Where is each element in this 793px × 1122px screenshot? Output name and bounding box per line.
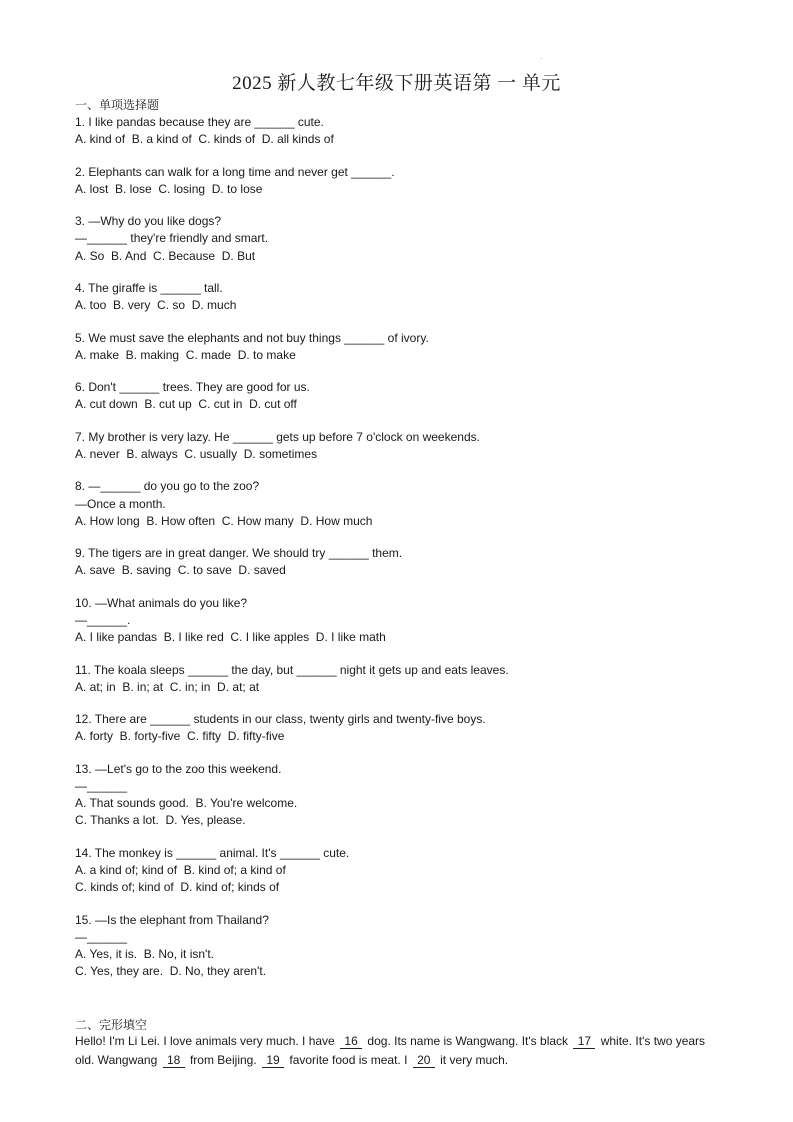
options-line: A. That sounds good. B. You're welcome. (75, 796, 298, 811)
question-stem: 15. —Is the elephant from Thailand? (75, 912, 269, 927)
question-item (75, 545, 735, 579)
cloze-text: favorite food is meat. I (289, 1052, 408, 1067)
options-line: A. a kind of; kind of B. kind of; a kind of (75, 862, 286, 877)
cloze-text: dog. Its name is Wangwang. It's black (367, 1034, 569, 1048)
question-stem: 11. The koala sleeps ______ the day, but ______ night it gets up and eats leaves. (75, 662, 509, 677)
question-item (75, 845, 735, 897)
options-line: C. Thanks a lot. D. Yes, please. (75, 813, 246, 828)
question-stem: 8. —______ do you go to the zoo? (75, 479, 260, 494)
cloze-passage (75, 1032, 720, 1069)
question-stem: 12. There are ______ students in our class, twenty girls and twenty-five boys. (75, 712, 486, 727)
question-stem: 10. —What animals do you like? (75, 595, 248, 610)
question-item (75, 595, 735, 647)
question-item (75, 379, 735, 413)
question-stem: 3. —Why do you like dogs? (75, 214, 222, 229)
options-line: A. never B. always C. usually D. sometimes (75, 446, 318, 461)
options-line: C. Yes, they are. D. No, they aren't. (75, 964, 267, 979)
question-item (75, 330, 735, 364)
question-stem: 9. The tigers are in great danger. We should try ______ them. (75, 546, 403, 561)
cloze-text: white. It's two years old. Wangwang (75, 1034, 706, 1067)
options-line: C. kinds of; kind of D. kind of; kinds of (75, 880, 280, 895)
question-item (75, 429, 735, 463)
options-line: A. lost B. lose C. losing D. to lose (75, 181, 263, 196)
options-line: A. So B. And C. Because D. But (75, 248, 256, 263)
cloze-blank-19[interactable]: 19 (262, 1053, 284, 1068)
section-2-heading: 二、完形填空 (75, 1018, 148, 1032)
answer-line: —Once a month. (75, 496, 166, 511)
cloze-blank-17[interactable]: 17 (573, 1034, 595, 1049)
options-line: A. How long B. How often C. How many D. How much (75, 513, 373, 528)
answer-line: —______ (75, 778, 128, 793)
cloze-blank-16[interactable]: 16 (340, 1034, 362, 1049)
question-stem: 7. My brother is very lazy. He ______ gets up before 7 o'clock on weekends. (75, 429, 480, 444)
question-item (75, 761, 735, 830)
question-stem: 5. We must save the elephants and not buy things ______ of ivory. (75, 330, 429, 345)
question-stem: 2. Elephants can walk for a long time and never get ______. (75, 164, 395, 179)
cloze-text: it very much. (440, 1052, 509, 1067)
question-item (75, 280, 735, 314)
options-line: A. forty B. forty-five C. fifty D. fifty-five (75, 729, 285, 744)
question-list (75, 114, 735, 996)
cloze-text: from Beijing. (189, 1052, 257, 1067)
question-item (75, 912, 735, 981)
options-line: A. I like pandas B. I like red C. I like apples D. I like math (75, 630, 386, 645)
options-line: A. too B. very C. so D. much (75, 298, 237, 313)
options-line: A. cut down B. cut up C. cut in D. cut off (75, 397, 297, 412)
question-stem: 14. The monkey is ______ animal. It's ______ cute. (75, 845, 350, 860)
question-item (75, 213, 735, 265)
question-item (75, 164, 735, 198)
section-1-heading: 一、单项选择题 (75, 98, 160, 112)
stray-dot (541, 58, 542, 59)
question-stem: 1. I like pandas because they are ______ cute. (75, 115, 324, 129)
options-line: A. at; in B. in; at C. in; in D. at; at (75, 679, 260, 694)
options-line: A. make B. making C. made D. to make (75, 347, 296, 362)
options-line: A. Yes, it is. B. No, it isn't. (75, 946, 215, 961)
question-item (75, 478, 735, 530)
cloze-blank-18[interactable]: 18 (163, 1053, 185, 1068)
answer-line: —______ (75, 929, 128, 944)
answer-line: —______. (75, 612, 131, 627)
cloze-blank-20[interactable]: 20 (413, 1053, 435, 1068)
question-stem: 4. The giraffe is ______ tall. (75, 280, 223, 295)
question-stem: 6. Don't ______ trees. They are good for us. (75, 380, 310, 395)
question-item (75, 711, 735, 745)
options-line: A. kind of B. a kind of C. kinds of D. all kinds of (75, 132, 334, 147)
answer-line: —______ they're friendly and smart. (75, 231, 269, 246)
cloze-text: Hello! I'm Li Lei. I love animals very much. I have (75, 1034, 335, 1048)
question-stem: 13. —Let's go to the zoo this weekend. (75, 761, 282, 776)
options-line: A. save B. saving C. to save D. saved (75, 563, 286, 578)
question-item (75, 662, 735, 696)
page-title: 2025 新人教七年级下册英语第 一 单元 (232, 73, 561, 94)
question-item (75, 114, 735, 148)
